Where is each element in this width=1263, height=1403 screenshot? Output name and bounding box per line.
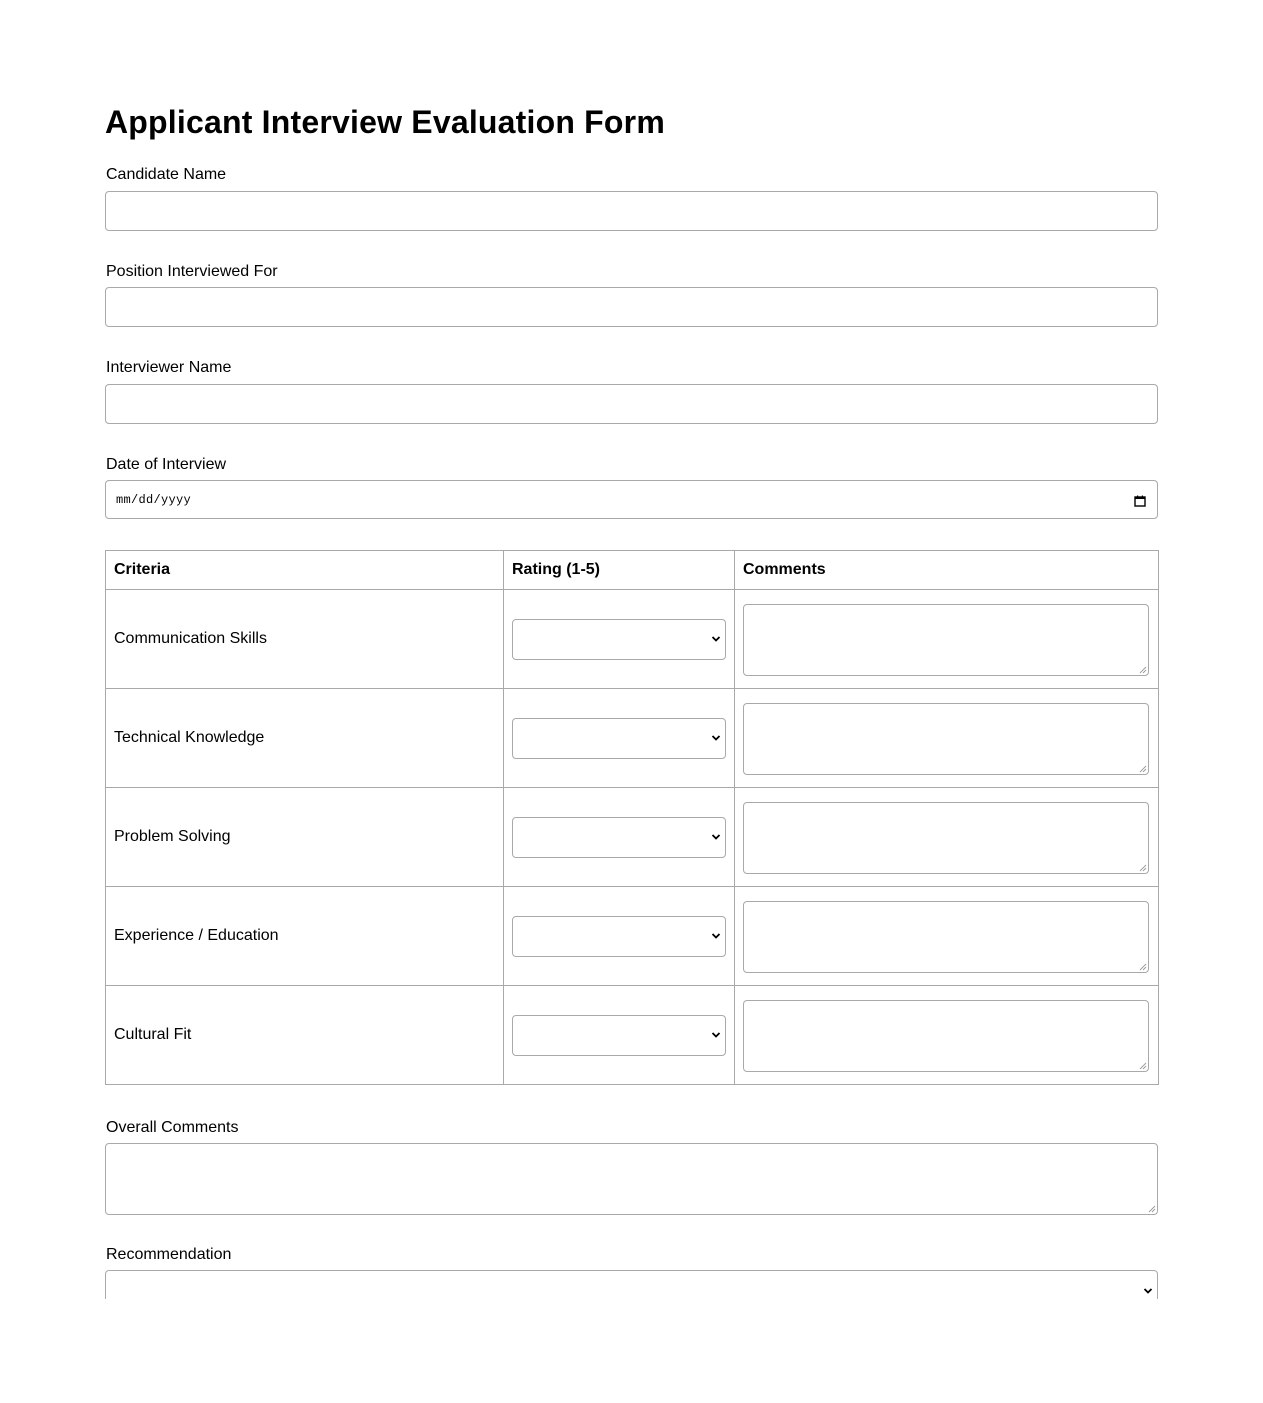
header-criteria: Criteria [106,551,504,590]
criteria-cell: Problem Solving [106,788,504,887]
header-rating: Rating (1-5) [504,551,735,590]
criteria-cell: Cultural Fit [106,986,504,1085]
position-label: Position Interviewed For [106,263,278,280]
calendar-icon[interactable] [1134,494,1146,506]
recommendation-clip [105,1270,1158,1299]
criteria-cell: Experience / Education [106,887,504,986]
chevron-down-icon [711,932,721,940]
chevron-down-icon [1143,1287,1153,1295]
resize-grip-icon[interactable] [1139,864,1147,872]
comments-textarea-technical[interactable] [743,703,1149,775]
rating-select-experience[interactable] [512,916,726,957]
rating-select-communication[interactable] [512,619,726,660]
resize-grip-icon[interactable] [1139,666,1147,674]
criteria-table [105,550,1159,1085]
comments-textarea-experience[interactable] [743,901,1149,973]
candidate-name-label: Candidate Name [106,166,227,183]
comments-textarea-communication[interactable] [743,604,1149,676]
table-row [106,986,1159,1085]
interviewer-name-input[interactable] [105,384,1158,424]
resize-grip-icon[interactable] [1148,1205,1156,1213]
interview-date-input[interactable] [105,480,1158,519]
recommendation-select[interactable] [105,1270,1158,1299]
date-placeholder: mm/dd/yyyy [116,492,192,507]
chevron-down-icon [711,833,721,841]
overall-comments-textarea[interactable] [105,1143,1158,1215]
criteria-cell: Technical Knowledge [106,689,504,788]
recommendation-label: Recommendation [106,1246,232,1263]
chevron-down-icon [711,734,721,742]
header-comments: Comments [735,551,1159,590]
chevron-down-icon [711,1031,721,1039]
comments-textarea-problem-solving[interactable] [743,802,1149,874]
position-input[interactable] [105,287,1158,327]
resize-grip-icon[interactable] [1139,1062,1147,1070]
candidate-name-input[interactable] [105,191,1158,231]
rating-select-cultural-fit[interactable] [512,1015,726,1056]
table-row [106,887,1159,986]
table-row [106,590,1159,689]
criteria-cell: Communication Skills [106,590,504,689]
page-title: Applicant Interview Evaluation Form [105,104,665,140]
comments-textarea-cultural-fit[interactable] [743,1000,1149,1072]
resize-grip-icon[interactable] [1139,765,1147,773]
interviewer-name-label: Interviewer Name [106,359,232,376]
rating-select-problem-solving[interactable] [512,817,726,858]
rating-select-technical[interactable] [512,718,726,759]
resize-grip-icon[interactable] [1139,963,1147,971]
table-header-row [106,551,1159,590]
chevron-down-icon [711,635,721,643]
table-row [106,689,1159,788]
overall-comments-label: Overall Comments [106,1119,239,1136]
table-row [106,788,1159,887]
interview-date-label: Date of Interview [106,456,227,473]
